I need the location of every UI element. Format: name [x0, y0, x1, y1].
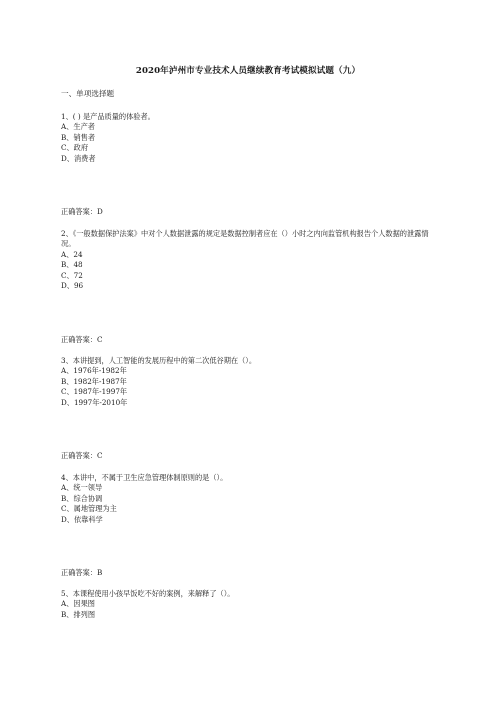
question-stem: 1、( ) 是产品质量的体验者。 — [61, 112, 155, 121]
option-c: C、属地管理为主 — [61, 504, 117, 514]
option-a: A、生产者 — [61, 122, 95, 132]
option-a: A、1976年-1982年 — [61, 366, 127, 376]
correct-answer: 正确答案：B — [61, 568, 103, 577]
option-b: B、1982年-1987年 — [61, 376, 127, 386]
option-b: B、排列图 — [61, 609, 96, 619]
question-3 — [61, 356, 441, 408]
question-stem: 5、本课程使用小孩早饭吃不好的案例，来解释了（）。 — [61, 589, 235, 598]
option-b: B、综合协调 — [61, 493, 103, 503]
option-a: A、24 — [61, 249, 83, 259]
option-c: C、1987年-1997年 — [61, 387, 128, 397]
option-c: C、72 — [61, 270, 83, 280]
question-5 — [61, 589, 441, 620]
option-c: C、政府 — [61, 143, 89, 153]
question-stem: 2、《一般数据保护法案》中对个人数据泄露的规定是数据控制者应在（）小时之内向监管机构报告个人数据的泄露情况。 — [61, 229, 429, 249]
correct-answer: 正确答案：D — [61, 207, 103, 216]
question-stem: 3、本讲提到，人工智能的发展历程中的第二次低谷期在（）。 — [61, 356, 257, 365]
option-b: B、48 — [61, 260, 83, 270]
option-a: A、因果图 — [61, 599, 95, 609]
question-2 — [61, 229, 441, 291]
option-d: D、1997年-2010年 — [61, 397, 128, 407]
correct-answer: 正确答案：C — [61, 335, 103, 344]
question-stem: 4、本讲中，不属于卫生应急管理体制原则的是（）。 — [61, 473, 228, 482]
document-title: 2020年泸州市专业技术人员继续教育考试模拟试题（九） — [135, 66, 361, 76]
correct-answer: 正确答案：C — [61, 451, 103, 460]
option-b: B、销售者 — [61, 132, 96, 142]
section-heading: 一、单项选择题 — [61, 89, 115, 98]
option-a: A、统一领导 — [61, 483, 103, 493]
option-d: D、96 — [61, 281, 84, 291]
question-1 — [61, 112, 441, 164]
option-d: D、依靠科学 — [61, 514, 103, 524]
question-4 — [61, 473, 441, 525]
option-d: D、消费者 — [61, 153, 96, 163]
